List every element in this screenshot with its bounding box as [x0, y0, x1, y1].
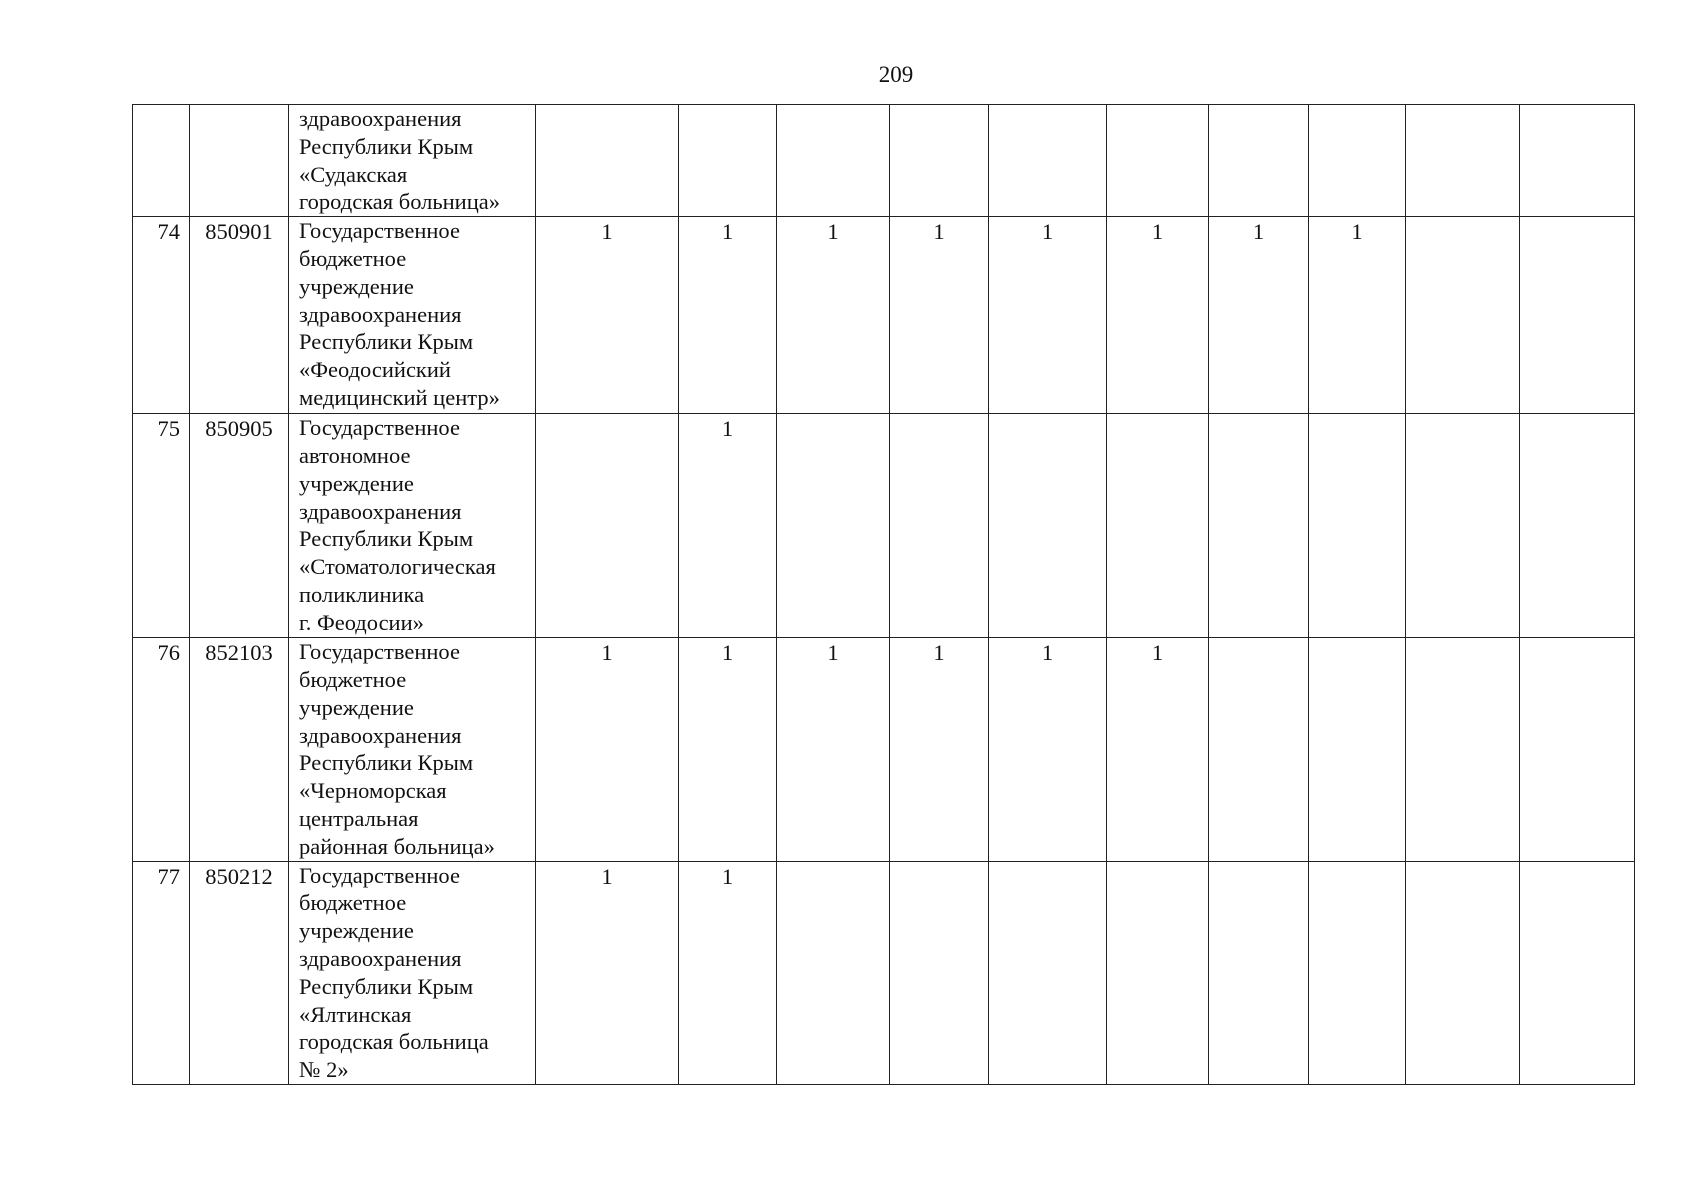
organization-name-line: учреждение	[299, 918, 414, 944]
organization-name-line: «Черноморская	[299, 778, 447, 804]
organization-name-line: бюджетное	[299, 245, 407, 271]
value-cell	[1107, 861, 1209, 1084]
organization-name-line: учреждение	[299, 470, 414, 496]
value-cell	[1209, 638, 1309, 861]
organization-name-cell	[289, 638, 536, 861]
organization-name-line: здравоохранения	[299, 301, 462, 327]
organization-name-line: «Ялтинская	[299, 1001, 412, 1027]
value-cell	[777, 105, 890, 217]
value-cell	[1406, 414, 1520, 638]
organization-name-line: Государственное	[299, 639, 460, 665]
organization-name-line: городская больница»	[299, 189, 501, 215]
value-cell: 1	[536, 861, 679, 1084]
value-cell: 1	[679, 861, 777, 1084]
code-cell: 850212	[190, 861, 289, 1084]
row-number-cell: 75	[133, 414, 190, 638]
value-cell	[890, 105, 989, 217]
value-cell	[1520, 414, 1635, 638]
organization-name-line: здравоохранения	[299, 945, 462, 971]
value-cell	[1107, 105, 1209, 217]
table-row	[133, 861, 1635, 1084]
organization-name-cell	[289, 105, 536, 217]
value-cell	[536, 105, 679, 217]
organization-name-line: «Феодосийский	[299, 357, 451, 383]
organization-name-line: Республики Крым	[299, 750, 474, 776]
value-cell	[989, 414, 1107, 638]
organization-name-line: автономное	[299, 442, 411, 468]
organization-name-line: Государственное	[299, 415, 460, 441]
value-cell: 1	[777, 217, 890, 414]
organization-name-line: учреждение	[299, 694, 414, 720]
data-table	[132, 104, 1635, 1085]
value-cell	[679, 105, 777, 217]
row-number-cell: 76	[133, 638, 190, 861]
organization-name-line: бюджетное	[299, 890, 407, 916]
value-cell: 1	[1107, 217, 1209, 414]
value-cell	[1520, 638, 1635, 861]
organization-name-line: Республики Крым	[299, 133, 474, 159]
value-cell	[1209, 414, 1309, 638]
organization-name-line: городская больница	[299, 1029, 489, 1055]
value-cell	[1209, 861, 1309, 1084]
value-cell: 1	[1309, 217, 1406, 414]
value-cell: 1	[679, 414, 777, 638]
value-cell	[1309, 638, 1406, 861]
organization-name-line: центральная	[299, 805, 419, 831]
value-cell	[1406, 638, 1520, 861]
value-cell: 1	[890, 638, 989, 861]
value-cell	[1309, 861, 1406, 1084]
organization-name-line: «Стоматологическая	[299, 554, 496, 580]
organization-name-line: г. Феодосии»	[299, 609, 424, 635]
organization-name-line: медицинский центр»	[299, 384, 500, 410]
row-number-cell: 77	[133, 861, 190, 1084]
value-cell: 1	[679, 638, 777, 861]
value-cell	[777, 414, 890, 638]
value-cell: 1	[890, 217, 989, 414]
value-cell: 1	[1107, 638, 1209, 861]
organization-name-cell	[289, 861, 536, 1084]
value-cell	[1520, 217, 1635, 414]
value-cell	[1309, 414, 1406, 638]
value-cell	[536, 414, 679, 638]
value-cell	[1520, 861, 1635, 1084]
organization-name-line: № 2»	[299, 1057, 349, 1083]
code-cell: 852103	[190, 638, 289, 861]
value-cell	[1107, 414, 1209, 638]
table-body	[133, 105, 1635, 1085]
value-cell	[1209, 105, 1309, 217]
value-cell: 1	[1209, 217, 1309, 414]
table-row	[133, 105, 1635, 217]
table-row	[133, 638, 1635, 861]
value-cell: 1	[536, 638, 679, 861]
value-cell	[777, 861, 890, 1084]
value-cell	[1406, 861, 1520, 1084]
value-cell	[890, 414, 989, 638]
table-row	[133, 217, 1635, 414]
value-cell	[1406, 105, 1520, 217]
organization-name-line: здравоохранения	[299, 722, 462, 748]
organization-name-cell	[289, 217, 536, 414]
value-cell	[890, 861, 989, 1084]
organization-name-line: Республики Крым	[299, 526, 474, 552]
organization-name-cell	[289, 414, 536, 638]
value-cell: 1	[989, 217, 1107, 414]
value-cell	[989, 861, 1107, 1084]
row-number-cell: 74	[133, 217, 190, 414]
organization-name-line: учреждение	[299, 273, 414, 299]
code-cell: 850901	[190, 217, 289, 414]
organization-name-line: Республики Крым	[299, 973, 474, 999]
value-cell: 1	[536, 217, 679, 414]
value-cell	[1309, 105, 1406, 217]
row-number-cell	[133, 105, 190, 217]
organization-name-line: бюджетное	[299, 666, 407, 692]
organization-name-line: здравоохранения	[299, 498, 462, 524]
value-cell: 1	[679, 217, 777, 414]
value-cell	[989, 105, 1107, 217]
code-cell	[190, 105, 289, 217]
organization-name-line: здравоохранения	[299, 106, 462, 131]
organization-name-line: Государственное	[299, 218, 460, 244]
value-cell	[1406, 217, 1520, 414]
value-cell: 1	[989, 638, 1107, 861]
organization-name-line: Государственное	[299, 862, 460, 888]
organization-name-line: поликлиника	[299, 581, 425, 607]
table-row	[133, 414, 1635, 638]
value-cell	[1520, 105, 1635, 217]
page-number: 209	[878, 62, 914, 87]
organization-name-line: районная больница»	[299, 833, 495, 859]
organization-name-line: «Судакская	[299, 161, 408, 187]
code-cell: 850905	[190, 414, 289, 638]
organization-name-line: Республики Крым	[299, 329, 474, 355]
value-cell: 1	[777, 638, 890, 861]
